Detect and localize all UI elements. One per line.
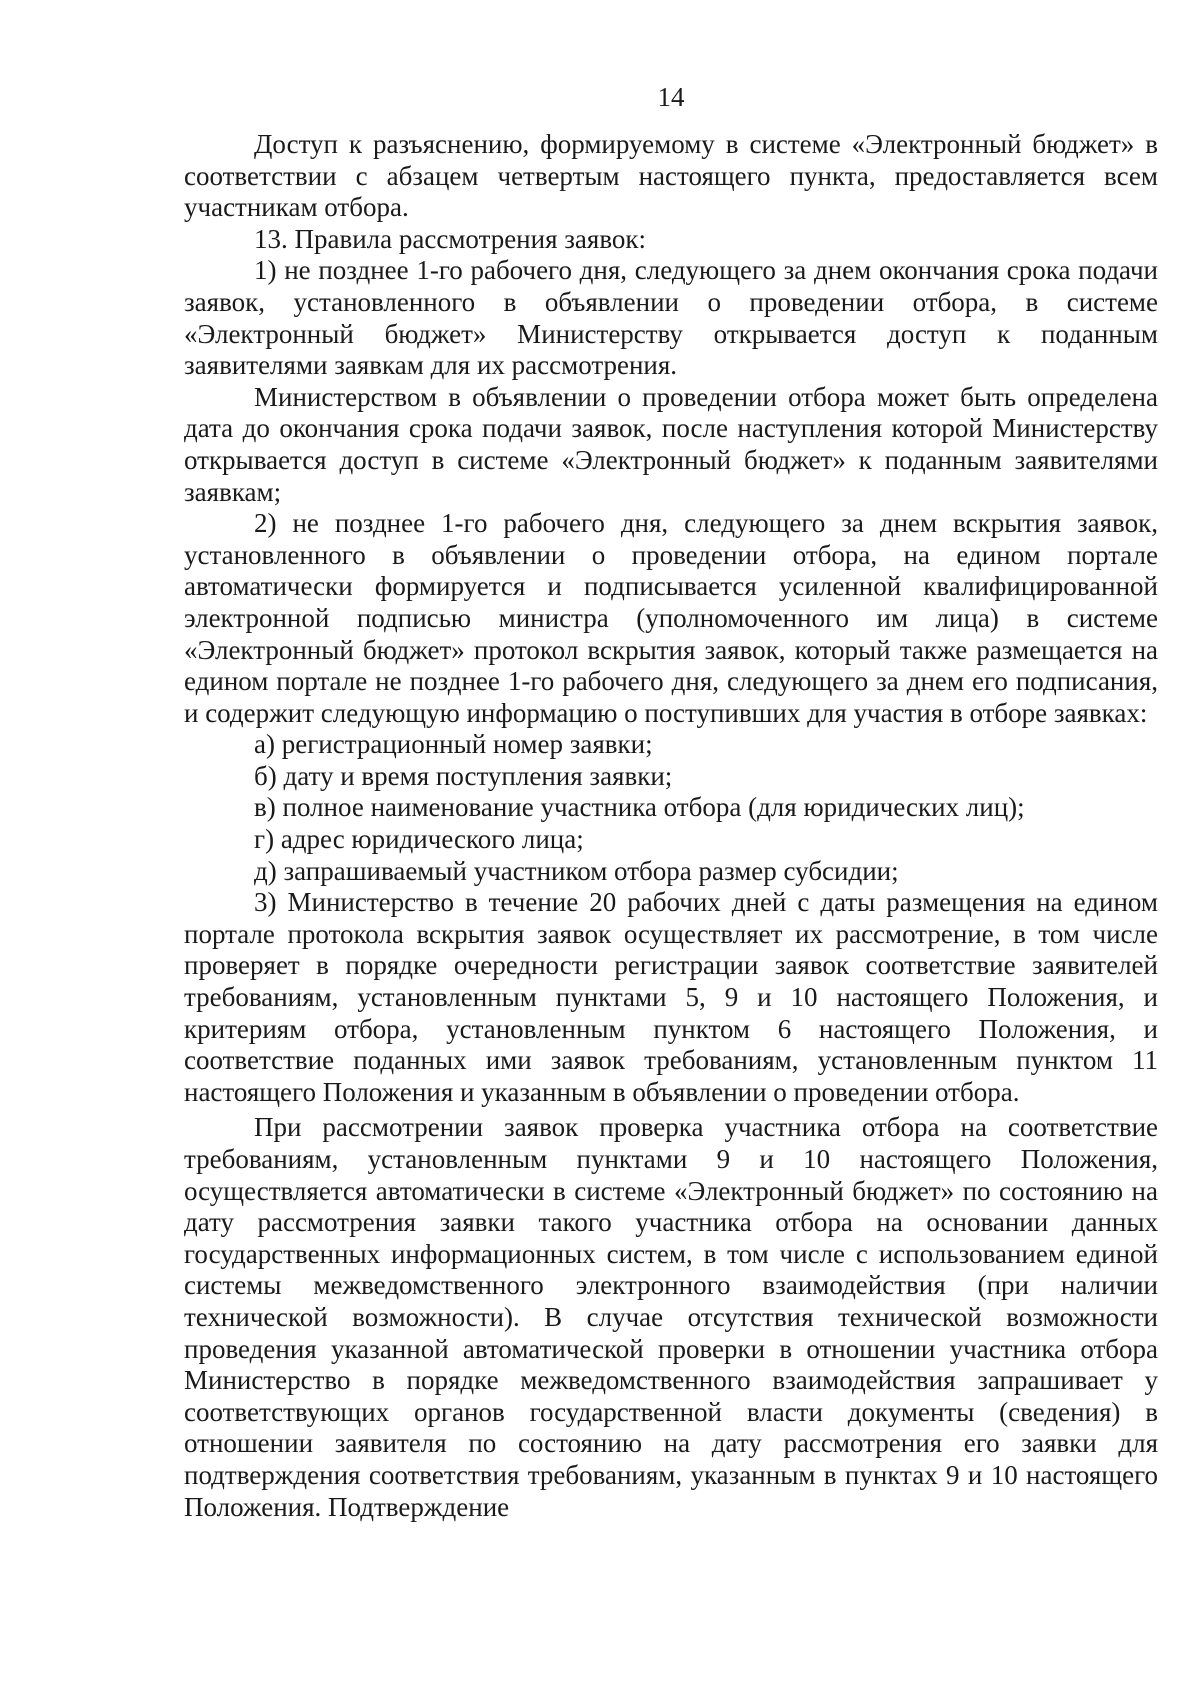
list-item-g: г) адрес юридического лица; <box>254 824 584 855</box>
paragraph-item-2: 2) не позднее 1-го рабочего дня, следующего за днем вскрытия заявок, установленного в объявлении о проведении отбора, на едином портале автоматически формируется и подписывается усиленной квалифицированной электронной подписью министра (уполномоченного им лица) в системе «Электронный бюджет» протокол вскрытия заявок, который также размещается на едином портале не позднее 1-го рабочего дня, следующего за днем его подписания, и содержит следующую информацию о поступивших для участия в отборе заявках: <box>184 508 1158 728</box>
list-item-v: в) полное наименование участника отбора (для юридических лиц); <box>254 792 1025 823</box>
list-item-d: д) запрашиваемый участником отбора размер субсидии; <box>254 855 899 886</box>
paragraph-section-13-heading: 13. Правила рассмотрения заявок: <box>254 223 647 254</box>
paragraph-verification: При рассмотрении заявок проверка участника отбора на соответствие требованиям, установленным пунктами 9 и 10 настоящего Положения, осуществляется автоматически в системе «Электронный бюджет» по состоянию на дату рассмотрения заявки такого участника отбора на основании данных государственных информационных систем, в том числе с использованием единой системы межведомственного электронного взаимодействия (при наличии технической возможности). В случае отсутствия технической возможности проведения указанной автоматической проверки в отношении участника отбора Министерство в порядке межведомственного взаимодействия запрашивает у соответствующих органов государственной власти документы (сведения) в отношении заявителя по состоянию на дату рассмотрения его заявки для подтверждения соответствия требованиям, указанным в пунктах 9 и 10 настоящего Положения. Подтверждение <box>184 1112 1158 1522</box>
page-number: 14 <box>657 82 685 112</box>
paragraph-item-3: 3) Министерство в течение 20 рабочих дней с даты размещения на едином портале протокола вскрытия заявок осуществляет их рассмотрение, в том числе проверяет в порядке очередности регистрации заявок соответствие заявителей требованиям, установленным пунктами 5, 9 и 10 настоящего Положения, и критериям отбора, установленным пунктом 6 настоящего Положения, и соответствие поданных ими заявок требованиям, установленным пунктом 11 настоящего Положения и указанным в объявлении о проведении отбора. <box>184 887 1158 1107</box>
list-item-b: б) дату и время поступления заявки; <box>254 760 673 791</box>
document-body <box>184 129 1158 1523</box>
paragraph-date-definition: Министерством в объявлении о проведении отбора может быть определена дата до окончания срока подачи заявок, после наступления которой Министерству открывается доступ в системе «Электронный бюджет» к поданным заявителями заявкам; <box>184 381 1158 507</box>
list-item-a: а) регистрационный номер заявки; <box>254 729 653 760</box>
paragraph-access-clarification: Доступ к разъяснению, формируемому в системе «Электронный бюджет» в соответствии с абзацем четвертым настоящего пункта, предоставляется всем участникам отбора. <box>184 129 1158 223</box>
paragraph-item-1: 1) не позднее 1-го рабочего дня, следующего за днем окончания срока подачи заявок, установленного в объявлении о проведении отбора, в системе «Электронный бюджет» Министерству открывается доступ к поданным заявителями заявкам для их рассмотрения. <box>184 255 1158 381</box>
